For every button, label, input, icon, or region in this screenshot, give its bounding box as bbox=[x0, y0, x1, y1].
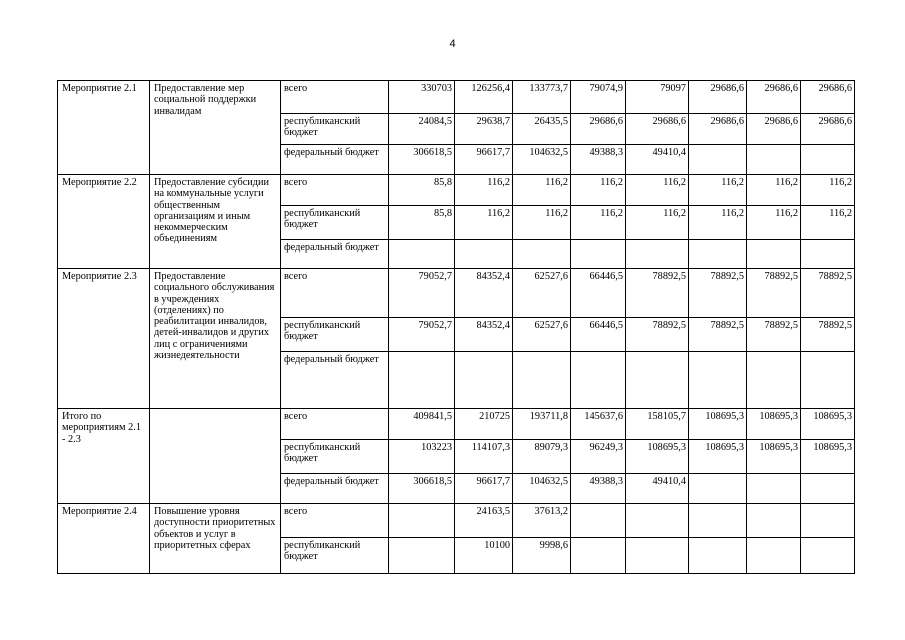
value-cell: 193711,8 bbox=[513, 409, 571, 440]
funding-source-cell: федеральный бюджет bbox=[281, 352, 389, 409]
value-cell: 78892,5 bbox=[747, 318, 801, 352]
value-cell bbox=[571, 352, 626, 409]
value-cell: 78892,5 bbox=[801, 269, 855, 318]
value-cell: 78892,5 bbox=[626, 318, 689, 352]
value-cell bbox=[389, 538, 455, 574]
value-cell: 104632,5 bbox=[513, 145, 571, 175]
measure-name-cell: Повышение уровня доступности приоритетных объектов и услуг в приоритетных сферах bbox=[150, 504, 281, 574]
value-cell bbox=[455, 352, 513, 409]
value-cell: 306618,5 bbox=[389, 474, 455, 504]
value-cell bbox=[801, 145, 855, 175]
value-cell bbox=[689, 504, 747, 538]
measure-name-cell: Предоставление мер социальной поддержки инвалидам bbox=[150, 81, 281, 175]
value-cell: 108695,3 bbox=[801, 409, 855, 440]
value-cell: 96617,7 bbox=[455, 474, 513, 504]
value-cell bbox=[801, 504, 855, 538]
value-cell: 79052,7 bbox=[389, 318, 455, 352]
measure-cell: Мероприятие 2.2 bbox=[58, 175, 150, 269]
value-cell bbox=[801, 352, 855, 409]
value-cell: 49388,3 bbox=[571, 474, 626, 504]
value-cell bbox=[689, 474, 747, 504]
value-cell: 78892,5 bbox=[747, 269, 801, 318]
value-cell bbox=[801, 474, 855, 504]
value-cell: 37613,2 bbox=[513, 504, 571, 538]
value-cell: 29686,6 bbox=[801, 81, 855, 114]
value-cell: 108695,3 bbox=[747, 440, 801, 474]
value-cell: 29686,6 bbox=[747, 81, 801, 114]
value-cell: 62527,6 bbox=[513, 269, 571, 318]
value-cell: 89079,3 bbox=[513, 440, 571, 474]
value-cell bbox=[801, 240, 855, 269]
value-cell: 49410,4 bbox=[626, 474, 689, 504]
value-cell: 116,2 bbox=[571, 175, 626, 206]
value-cell bbox=[689, 538, 747, 574]
funding-table bbox=[57, 80, 855, 574]
value-cell: 114107,3 bbox=[455, 440, 513, 474]
table-row bbox=[58, 81, 855, 114]
funding-source-cell: республиканский бюджет bbox=[281, 206, 389, 240]
value-cell bbox=[571, 538, 626, 574]
funding-source-cell: республиканский бюджет bbox=[281, 440, 389, 474]
value-cell bbox=[571, 240, 626, 269]
value-cell: 145637,6 bbox=[571, 409, 626, 440]
value-cell: 85,8 bbox=[389, 175, 455, 206]
value-cell: 29686,6 bbox=[571, 114, 626, 145]
value-cell bbox=[389, 240, 455, 269]
value-cell bbox=[626, 504, 689, 538]
measure-name-cell: Предоставление социального обслуживания в учреждениях (отделениях) по реабилитации инвалидов, детей-инвалидов и других лиц с ограничениями жизнедеятельности bbox=[150, 269, 281, 409]
table-row bbox=[58, 175, 855, 206]
funding-source-cell: федеральный бюджет bbox=[281, 145, 389, 175]
value-cell bbox=[689, 352, 747, 409]
value-cell: 210725 bbox=[455, 409, 513, 440]
page-number: 4 bbox=[449, 38, 456, 50]
value-cell bbox=[747, 474, 801, 504]
value-cell: 306618,5 bbox=[389, 145, 455, 175]
value-cell bbox=[626, 352, 689, 409]
value-cell bbox=[513, 240, 571, 269]
value-cell: 108695,3 bbox=[689, 409, 747, 440]
value-cell: 29686,6 bbox=[626, 114, 689, 145]
value-cell: 108695,3 bbox=[626, 440, 689, 474]
value-cell bbox=[747, 240, 801, 269]
value-cell bbox=[389, 352, 455, 409]
value-cell bbox=[626, 538, 689, 574]
value-cell: 116,2 bbox=[513, 206, 571, 240]
value-cell: 104632,5 bbox=[513, 474, 571, 504]
value-cell: 158105,7 bbox=[626, 409, 689, 440]
funding-source-cell: всего bbox=[281, 175, 389, 206]
value-cell: 62527,6 bbox=[513, 318, 571, 352]
measure-cell: Мероприятие 2.4 bbox=[58, 504, 150, 574]
value-cell: 330703 bbox=[389, 81, 455, 114]
value-cell: 29686,6 bbox=[689, 114, 747, 145]
table-row bbox=[58, 269, 855, 318]
value-cell: 116,2 bbox=[689, 206, 747, 240]
value-cell: 116,2 bbox=[455, 206, 513, 240]
value-cell: 108695,3 bbox=[747, 409, 801, 440]
value-cell: 84352,4 bbox=[455, 318, 513, 352]
value-cell: 49410,4 bbox=[626, 145, 689, 175]
value-cell: 84352,4 bbox=[455, 269, 513, 318]
value-cell: 108695,3 bbox=[689, 440, 747, 474]
value-cell: 29638,7 bbox=[455, 114, 513, 145]
value-cell: 96617,7 bbox=[455, 145, 513, 175]
value-cell: 116,2 bbox=[626, 206, 689, 240]
measure-name-cell bbox=[150, 409, 281, 504]
value-cell bbox=[455, 240, 513, 269]
value-cell bbox=[626, 240, 689, 269]
measure-cell: Мероприятие 2.3 bbox=[58, 269, 150, 409]
value-cell: 24084,5 bbox=[389, 114, 455, 145]
value-cell: 78892,5 bbox=[626, 269, 689, 318]
value-cell: 66446,5 bbox=[571, 269, 626, 318]
value-cell: 78892,5 bbox=[801, 318, 855, 352]
value-cell: 116,2 bbox=[513, 175, 571, 206]
value-cell: 26435,5 bbox=[513, 114, 571, 145]
value-cell bbox=[689, 145, 747, 175]
value-cell: 116,2 bbox=[689, 175, 747, 206]
value-cell: 133773,7 bbox=[513, 81, 571, 114]
value-cell: 108695,3 bbox=[801, 440, 855, 474]
value-cell: 78892,5 bbox=[689, 318, 747, 352]
funding-source-cell: всего bbox=[281, 409, 389, 440]
funding-source-cell: республиканский бюджет bbox=[281, 318, 389, 352]
value-cell: 66446,5 bbox=[571, 318, 626, 352]
value-cell bbox=[571, 504, 626, 538]
value-cell bbox=[747, 538, 801, 574]
value-cell: 409841,5 bbox=[389, 409, 455, 440]
value-cell: 78892,5 bbox=[689, 269, 747, 318]
value-cell: 85,8 bbox=[389, 206, 455, 240]
value-cell: 126256,4 bbox=[455, 81, 513, 114]
funding-source-cell: всего bbox=[281, 269, 389, 318]
funding-source-cell: федеральный бюджет bbox=[281, 240, 389, 269]
value-cell: 49388,3 bbox=[571, 145, 626, 175]
value-cell: 116,2 bbox=[747, 206, 801, 240]
value-cell: 9998,6 bbox=[513, 538, 571, 574]
value-cell: 29686,6 bbox=[689, 81, 747, 114]
funding-source-cell: республиканский бюджет bbox=[281, 538, 389, 574]
value-cell bbox=[689, 240, 747, 269]
value-cell: 116,2 bbox=[455, 175, 513, 206]
value-cell bbox=[747, 504, 801, 538]
value-cell: 79052,7 bbox=[389, 269, 455, 318]
value-cell: 116,2 bbox=[626, 175, 689, 206]
funding-source-cell: федеральный бюджет bbox=[281, 474, 389, 504]
measure-cell: Итого по мероприятиям 2.1 - 2.3 bbox=[58, 409, 150, 504]
value-cell: 103223 bbox=[389, 440, 455, 474]
funding-source-cell: всего bbox=[281, 81, 389, 114]
value-cell bbox=[513, 352, 571, 409]
funding-source-cell: всего bbox=[281, 504, 389, 538]
funding-source-cell: республиканский бюджет bbox=[281, 114, 389, 145]
value-cell: 116,2 bbox=[747, 175, 801, 206]
value-cell: 29686,6 bbox=[801, 114, 855, 145]
value-cell: 79074,9 bbox=[571, 81, 626, 114]
table-row bbox=[58, 504, 855, 538]
value-cell: 116,2 bbox=[571, 206, 626, 240]
measure-cell: Мероприятие 2.1 bbox=[58, 81, 150, 175]
value-cell: 96249,3 bbox=[571, 440, 626, 474]
value-cell: 29686,6 bbox=[747, 114, 801, 145]
value-cell: 24163,5 bbox=[455, 504, 513, 538]
value-cell bbox=[747, 145, 801, 175]
value-cell bbox=[801, 538, 855, 574]
value-cell: 79097 bbox=[626, 81, 689, 114]
value-cell: 116,2 bbox=[801, 175, 855, 206]
value-cell bbox=[389, 504, 455, 538]
measure-name-cell: Предоставление субсидии на коммунальные услуги общественным организациям и иным некоммерческим объединениям bbox=[150, 175, 281, 269]
value-cell: 10100 bbox=[455, 538, 513, 574]
table-row bbox=[58, 409, 855, 440]
value-cell bbox=[747, 352, 801, 409]
value-cell: 116,2 bbox=[801, 206, 855, 240]
